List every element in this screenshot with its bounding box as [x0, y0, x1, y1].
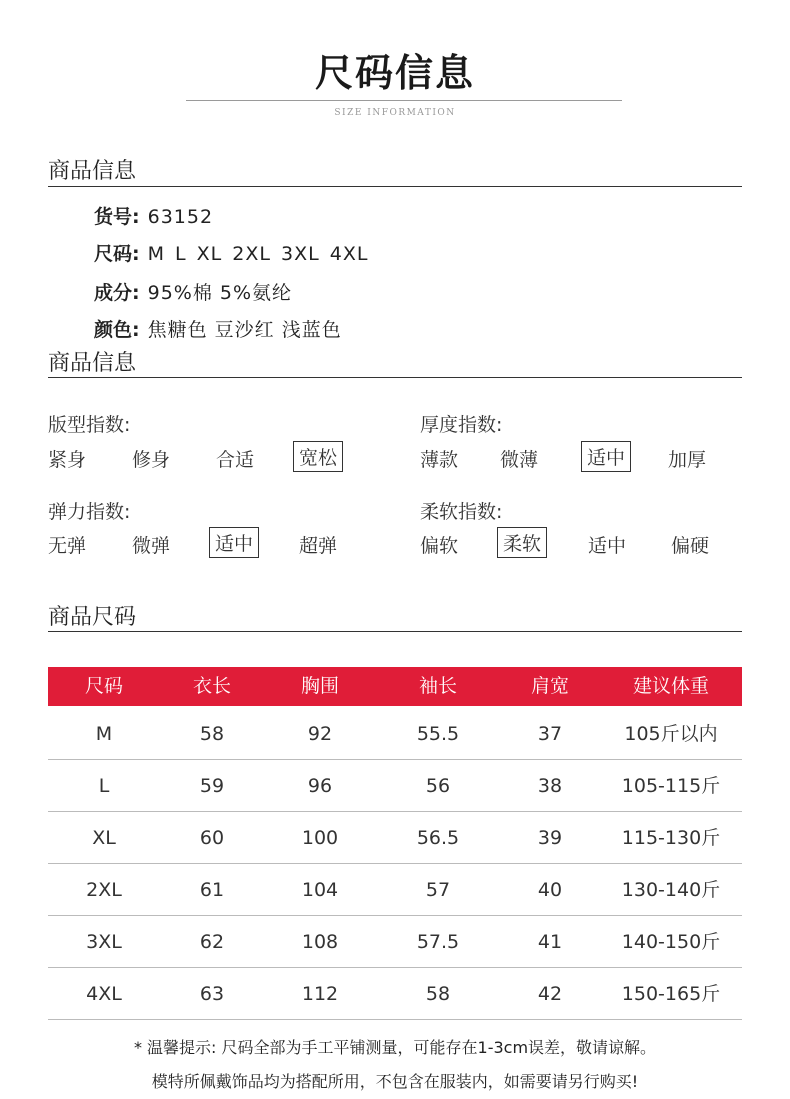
column-header: 衣长 — [192, 675, 231, 697]
fit-option-selected: 宽松 — [293, 441, 343, 472]
table-cell: 150-165斤 — [621, 983, 721, 1005]
note-tip: * 温馨提示: 尺码全部为手工平铺测量，可能存在1-3cm误差，敬请谅解。 — [133, 1038, 657, 1057]
size-table-title: 商品尺码 — [48, 605, 137, 630]
table-cell: 56.5 — [416, 827, 460, 849]
table-cell: 105斤以内 — [624, 723, 718, 745]
page-subtitle: SIZE INFORMATION — [334, 108, 456, 118]
table-cell: 104 — [301, 879, 339, 901]
softness-option-selected: 柔软 — [497, 527, 547, 558]
table-cell: 57.5 — [416, 931, 460, 953]
column-header: 袖长 — [418, 675, 457, 697]
softness-option: 适中 — [588, 535, 627, 557]
table-cell: 39 — [537, 827, 563, 849]
softness-option: 偏软 — [420, 535, 459, 557]
info-key: 货号: — [94, 206, 140, 228]
elastic-index-label: 弹力指数: — [48, 501, 131, 523]
fit-option: 合适 — [216, 449, 255, 471]
indices-divider — [48, 377, 742, 378]
table-cell: 57 — [425, 879, 451, 901]
table-cell: 92 — [307, 723, 333, 745]
size-table-header — [48, 667, 742, 706]
table-cell: 40 — [537, 879, 563, 901]
table-cell: 130-140斤 — [621, 879, 721, 901]
column-header: 尺码 — [84, 675, 123, 697]
table-cell: 59 — [199, 775, 225, 797]
table-cell: 105-115斤 — [621, 775, 721, 797]
table-cell: 41 — [537, 931, 563, 953]
table-row-divider — [48, 1019, 742, 1020]
info-key: 颜色: — [94, 319, 140, 341]
table-cell: 100 — [301, 827, 339, 849]
column-header: 胸围 — [300, 675, 339, 697]
fit-option: 修身 — [132, 449, 171, 471]
table-cell: 56 — [425, 775, 451, 797]
table-cell-size: L — [98, 775, 110, 797]
elastic-option: 无弹 — [48, 535, 87, 557]
table-cell-size: 3XL — [86, 931, 122, 953]
thickness-option: 微薄 — [500, 449, 539, 471]
info-row-material — [94, 278, 292, 305]
info-row-sku — [94, 202, 213, 229]
product-info-title: 商品信息 — [48, 159, 137, 184]
size-table-divider — [48, 631, 742, 632]
softness-option: 偏硬 — [671, 535, 710, 557]
table-cell: 58 — [425, 983, 451, 1005]
info-value: 63152 — [147, 206, 214, 228]
table-cell: 96 — [307, 775, 333, 797]
thickness-option: 加厚 — [668, 449, 707, 471]
table-cell: 61 — [199, 879, 225, 901]
indices-title: 商品信息 — [48, 351, 137, 376]
table-cell: 42 — [537, 983, 563, 1005]
table-cell: 62 — [199, 931, 225, 953]
elastic-option-selected: 适中 — [209, 527, 259, 558]
info-key: 成分: — [94, 282, 140, 304]
fit-index-label: 版型指数: — [48, 414, 131, 436]
thickness-option-selected: 适中 — [581, 441, 631, 472]
page-title: 尺码信息 — [314, 51, 475, 95]
table-cell: 115-130斤 — [621, 827, 721, 849]
info-row-colors — [94, 315, 342, 342]
table-cell-size: 2XL — [86, 879, 122, 901]
table-cell: 60 — [199, 827, 225, 849]
title-divider — [186, 100, 622, 101]
info-value: M L XL 2XL 3XL 4XL — [147, 243, 369, 265]
table-cell-size: 4XL — [86, 983, 122, 1005]
info-value: 焦糖色 豆沙红 浅蓝色 — [147, 319, 342, 341]
product-info-divider — [48, 186, 742, 187]
note-accessories: 模特所佩戴饰品均为搭配所用，不包含在服装内，如需要请另行购买! — [151, 1072, 639, 1091]
table-cell-size: M — [95, 723, 113, 745]
table-cell: 63 — [199, 983, 225, 1005]
table-cell: 108 — [301, 931, 339, 953]
table-cell: 140-150斤 — [621, 931, 721, 953]
info-value: 95%棉 5%氨纶 — [147, 282, 293, 304]
column-header: 肩宽 — [530, 675, 569, 697]
thickness-option: 薄款 — [420, 449, 459, 471]
table-cell: 112 — [301, 983, 339, 1005]
softness-index-label: 柔软指数: — [420, 501, 503, 523]
table-cell: 58 — [199, 723, 225, 745]
table-cell-size: XL — [92, 827, 116, 849]
table-cell: 38 — [537, 775, 563, 797]
table-cell: 55.5 — [416, 723, 460, 745]
fit-option: 紧身 — [48, 449, 87, 471]
column-header: 建议体重 — [632, 675, 709, 697]
thickness-index-label: 厚度指数: — [420, 414, 503, 436]
elastic-option: 超弹 — [299, 535, 338, 557]
info-row-sizes — [94, 239, 368, 266]
info-key: 尺码: — [94, 243, 140, 265]
elastic-option: 微弹 — [132, 535, 171, 557]
table-cell: 37 — [537, 723, 563, 745]
